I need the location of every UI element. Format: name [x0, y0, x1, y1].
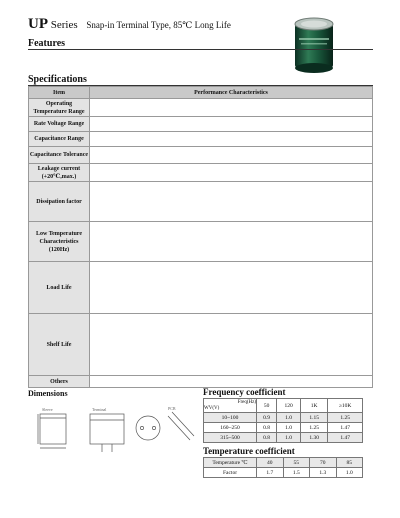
freq-row [204, 413, 363, 423]
freq-value: 0.9 [257, 413, 277, 423]
freq-header: 120 [277, 399, 301, 413]
factor-row [204, 468, 363, 478]
series-subtitle: Snap-in Terminal Type, 85℃ Long Life [86, 20, 231, 30]
freq-value: 1.25 [328, 413, 363, 423]
spec-value [90, 132, 373, 147]
factor-value: 1.3 [310, 468, 337, 478]
freq-value: 1.0 [277, 433, 301, 443]
freq-value: 1.25 [301, 423, 328, 433]
freq-wv: 315~500 [204, 433, 257, 443]
spec-label: Capacitance Range [29, 132, 90, 147]
freq-header-row [204, 399, 363, 413]
series-title [28, 16, 231, 33]
temp-value: 55 [283, 458, 310, 468]
sleeve-label: Sleeve [42, 407, 53, 412]
spec-label: Shelf Life [29, 314, 90, 376]
spec-value [90, 164, 373, 182]
spec-col-performance: Performance Characteristics [90, 87, 373, 99]
spec-label: Capacitance Tolerance [29, 147, 90, 164]
specifications-table [28, 86, 373, 388]
freq-value: 1.0 [277, 423, 301, 433]
terminal-label: Terminal [92, 407, 107, 412]
freq-value: 1.15 [301, 413, 328, 423]
temperature-coefficient-table [203, 457, 363, 478]
spec-row [29, 117, 373, 132]
freq-header: 1K [301, 399, 328, 413]
temp-value: 40 [257, 458, 284, 468]
freq-value: 1.0 [277, 413, 301, 423]
specifications-title: Specifications [28, 74, 87, 85]
freq-header: ≥10K [328, 399, 363, 413]
spec-row [29, 132, 373, 147]
spec-header-row [29, 87, 373, 99]
temp-header-label: Temperature ℃ [204, 458, 257, 468]
capacitor-image [292, 16, 336, 74]
factor-value: 1.7 [257, 468, 284, 478]
spec-label: Load Life [29, 262, 90, 314]
freq-value: 1.47 [328, 423, 363, 433]
freq-value: 0.8 [257, 433, 277, 443]
spec-value [90, 376, 373, 388]
spec-row [29, 222, 373, 262]
spec-row [29, 182, 373, 222]
spec-label: Operating Temperature Range [29, 99, 90, 117]
features-title: Features [28, 38, 66, 49]
dimension-drawing [28, 400, 203, 456]
freq-header: 50 [257, 399, 277, 413]
spec-value [90, 182, 373, 222]
series-suffix: Series [48, 19, 78, 31]
dimensions-title: Dimensions [28, 389, 68, 398]
freq-value: 1.47 [328, 433, 363, 443]
spec-label: Low Temperature Characteristics (120Hz) [29, 222, 90, 262]
temp-header-row [204, 458, 363, 468]
spec-row [29, 164, 373, 182]
spec-value [90, 147, 373, 164]
spec-value [90, 99, 373, 117]
freq-row [204, 423, 363, 433]
spec-value [90, 262, 373, 314]
spec-label: Dissipation factor [29, 182, 90, 222]
freq-wv: 10~100 [204, 413, 257, 423]
factor-value: 1.5 [283, 468, 310, 478]
spec-value [90, 117, 373, 132]
spec-label: Leakage current (+20℃,max.) [29, 164, 90, 182]
spec-label: Rate Voltage Range [29, 117, 90, 132]
freq-row [204, 433, 363, 443]
spec-row [29, 262, 373, 314]
freq-value: 0.8 [257, 423, 277, 433]
spec-row [29, 99, 373, 117]
frequency-coefficient-table [203, 398, 363, 443]
spec-row [29, 314, 373, 376]
freq-wv: 160~250 [204, 423, 257, 433]
freq-value: 1.30 [301, 433, 328, 443]
freq-corner-cell [204, 399, 257, 413]
spec-label: Others [29, 376, 90, 388]
spec-row [29, 147, 373, 164]
spec-value [90, 314, 373, 376]
factor-value: 1.0 [336, 468, 363, 478]
series-code: UP [28, 16, 48, 32]
features-divider [28, 49, 373, 50]
spec-col-item: Item [29, 87, 90, 99]
spec-value [90, 222, 373, 262]
pcb-label: PCB [168, 406, 176, 411]
frequency-coefficient-title: Frequency coefficient [203, 387, 286, 397]
spec-row [29, 376, 373, 388]
freq-corner-top: Freq(Hz) [237, 399, 256, 405]
temp-value: 85 [336, 458, 363, 468]
factor-label: Factor [204, 468, 257, 478]
temperature-coefficient-title: Temperature coefficient [203, 446, 295, 456]
freq-corner-bottom: WV(V) [204, 405, 220, 411]
temp-value: 70 [310, 458, 337, 468]
